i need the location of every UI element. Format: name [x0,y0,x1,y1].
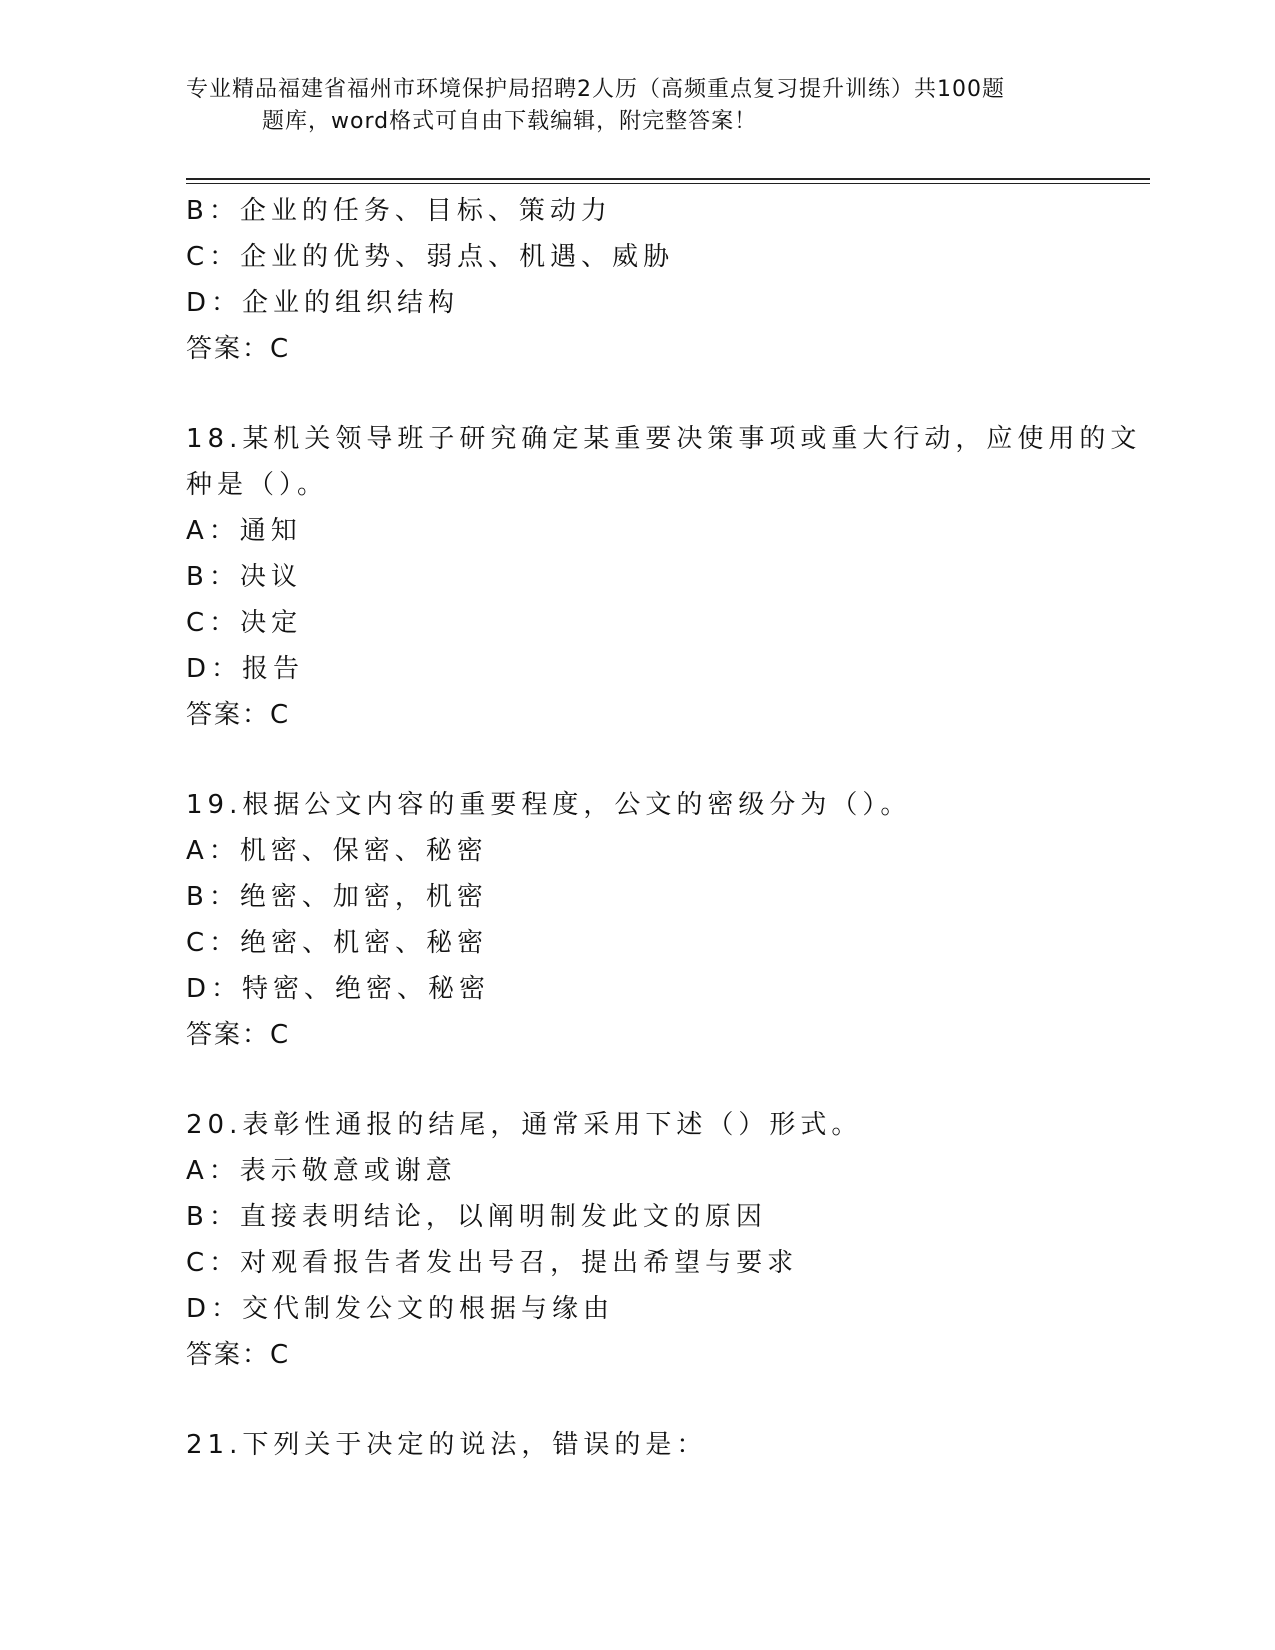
question-20 [186,1102,1086,1378]
option-a: A：表示敬意或谢意 [186,1156,457,1186]
answer: 答案：C [186,700,291,730]
question-18 [186,416,1142,738]
question-19 [186,782,1086,1058]
option-c: C：企业的优势、弱点、机遇、威胁 [186,242,675,272]
header-title-line1: 专业精品福建省福州市环境保护局招聘2人历（高频重点复习提升训练）共100题 [186,77,1005,102]
option-a: A：机密、保密、秘密 [186,836,488,866]
header-title-line2: 题库，word格式可自由下载编辑，附完整答案！ [262,109,758,134]
option-d: D：特密、绝密、秘密 [186,974,491,1004]
question-stem: 21.下列关于决定的说法，错误的是： [186,1430,708,1460]
answer: 答案：C [186,1340,291,1370]
question-stem: 18.某机关领导班子研究确定某重要决策事项或重大行动，应使用的文 [186,424,1142,454]
option-d: D：交代制发公文的根据与缘由 [186,1294,615,1324]
option-c: C：决定 [186,608,303,638]
question-stem: 20.表彰性通报的结尾，通常采用下述（）形式。 [186,1110,863,1140]
question-stem: 19.根据公文内容的重要程度，公文的密级分为（）。 [186,790,912,820]
header-divider-thin [186,183,1150,184]
question-17-continuation [186,188,1086,372]
question-21 [186,1422,1086,1468]
option-b: B：绝密、加密，机密 [186,882,488,912]
option-b: B：企业的任务、目标、策动力 [186,196,612,226]
option-a: A：通知 [186,516,302,546]
answer: 答案：C [186,1020,291,1050]
option-d: D：报告 [186,654,305,684]
option-c: C：对观看报告者发出号召，提出希望与要求 [186,1248,799,1278]
header-divider [186,178,1150,180]
question-stem-continued: 种是（）。 [186,470,329,500]
page-header [186,74,1086,138]
option-c: C：绝密、机密、秘密 [186,928,489,958]
answer: 答案：C [186,334,291,364]
option-b: B：直接表明结论，以阐明制发此文的原因 [186,1202,767,1232]
option-b: B：决议 [186,562,302,592]
option-d: D：企业的组织结构 [186,288,460,318]
question-content [186,188,1142,1468]
